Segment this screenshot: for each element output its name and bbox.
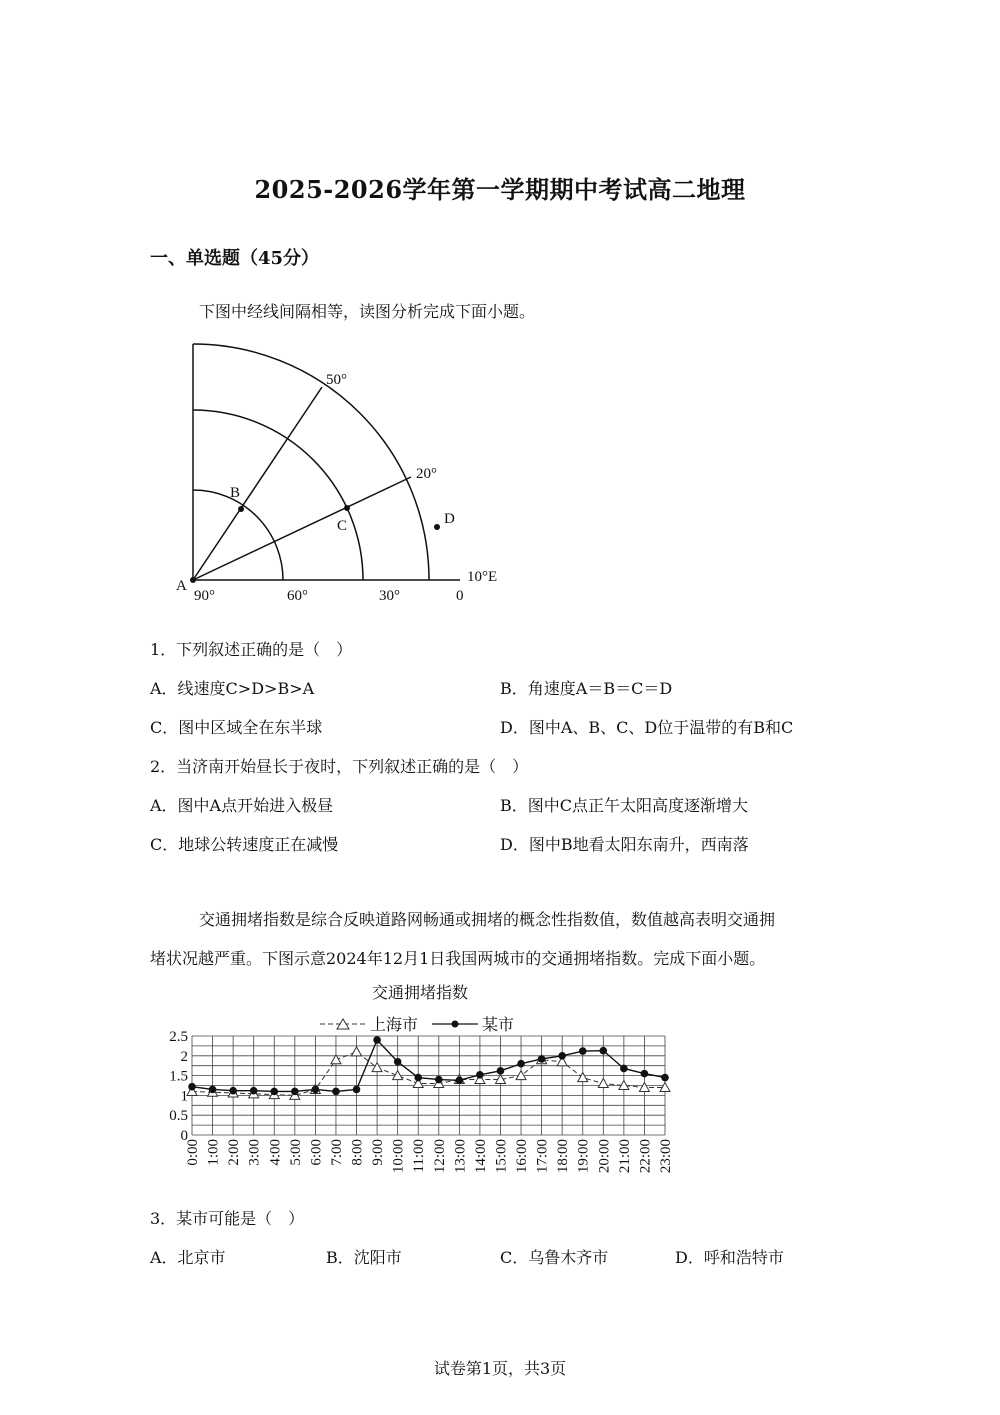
q1-stem: 1．下列叙述正确的是（ ）: [150, 640, 353, 659]
series-line-0: [192, 1052, 665, 1096]
x-tick-label: 4:00: [267, 1139, 284, 1166]
graticule-figure: [170, 335, 530, 610]
data-point-triangle: [660, 1082, 670, 1091]
data-point-triangle: [578, 1073, 588, 1082]
data-point-circle: [456, 1077, 464, 1085]
x-tick-label: 22:00: [637, 1139, 654, 1174]
q1-option-c: C．图中区域全在东半球: [150, 718, 323, 737]
page-footer: 试卷第1页，共3页: [433, 1359, 567, 1378]
label-60-deg: 60°: [287, 588, 308, 604]
y-tick-label: 2.5: [169, 1029, 188, 1045]
data-point-circle: [270, 1088, 278, 1096]
traffic-chart: [150, 978, 690, 1188]
x-tick-label: 23:00: [658, 1139, 674, 1174]
x-tick-label: 3:00: [246, 1139, 263, 1166]
q1-option-b: B．角速度A＝B＝C＝D: [500, 679, 673, 698]
legend-circle-icon: [452, 1021, 459, 1028]
data-point-circle: [332, 1088, 340, 1096]
q2-option-d: D．图中B地看太阳东南升，西南落: [500, 835, 749, 854]
x-tick-label: 8:00: [349, 1139, 366, 1166]
y-tick-label: 2: [180, 1048, 188, 1065]
x-tick-label: 1:00: [205, 1139, 222, 1166]
data-point-circle: [291, 1088, 299, 1096]
data-point-circle: [250, 1087, 258, 1095]
group2-intro-line2: 堵状况越严重。下图示意2024年12月1日我国两城市的交通拥堵指数。完成下面小题。: [150, 949, 766, 968]
x-tick-label: 13:00: [452, 1139, 469, 1174]
q1-option-a: A．线速度C>D>B>A: [150, 679, 315, 698]
q2-option-c: C．地球公转速度正在减慢: [150, 835, 339, 854]
data-point-circle: [414, 1074, 422, 1082]
data-point-circle: [558, 1052, 566, 1060]
parallel-30: [193, 410, 363, 580]
data-point-circle: [538, 1055, 546, 1063]
label-30-deg: 30°: [379, 588, 400, 604]
point-c: [344, 505, 350, 511]
data-point-circle: [620, 1065, 628, 1073]
data-point-circle: [579, 1047, 587, 1055]
x-tick-label: 18:00: [555, 1139, 572, 1174]
data-point-circle: [312, 1086, 320, 1094]
parallel-60: [193, 490, 283, 580]
q2-option-b: B．图中C点正午太阳高度逐渐增大: [500, 796, 749, 815]
q3-stem: 3．某市可能是（ ）: [150, 1209, 305, 1228]
label-50-deg: 50°: [326, 372, 347, 388]
q3-option-b: B．沈阳市: [326, 1248, 402, 1267]
point-b: [238, 506, 244, 512]
x-tick-label: 12:00: [431, 1139, 448, 1174]
x-tick-label: 15:00: [493, 1139, 510, 1174]
x-tick-label: 9:00: [370, 1139, 387, 1166]
y-tick-label: 1.5: [169, 1068, 188, 1085]
x-tick-label: 14:00: [472, 1139, 489, 1174]
label-90-deg: 90°: [194, 588, 215, 604]
q2-stem: 2．当济南开始昼长于夜时，下列叙述正确的是（ ）: [150, 757, 529, 776]
data-point-circle: [188, 1083, 196, 1091]
x-tick-label: 19:00: [575, 1139, 592, 1174]
data-point-circle: [517, 1060, 525, 1068]
data-point-circle: [353, 1086, 361, 1094]
y-tick-label: 0: [180, 1128, 188, 1144]
data-point-circle: [600, 1047, 608, 1055]
chart-title: 交通拥堵指数: [371, 985, 469, 1002]
data-point-circle: [661, 1074, 669, 1082]
group2-intro-line1: 交通拥堵指数是综合反映道路网畅通或拥堵的概念性指数值，数值越高表明交通拥: [199, 910, 776, 929]
data-point-triangle: [516, 1071, 526, 1080]
point-d: [434, 524, 440, 530]
legend-label-shanghai: 上海市: [370, 1017, 419, 1034]
x-tick-label: 2:00: [226, 1139, 243, 1166]
label-a: A: [176, 578, 187, 594]
label-b: B: [230, 485, 241, 501]
data-point-triangle: [372, 1063, 382, 1072]
q3-option-c: C．乌鲁木齐市: [500, 1248, 609, 1267]
chart-legend: [320, 1016, 514, 1034]
group1-intro: 下图中经线间隔相等，读图分析完成下面小题。: [199, 302, 536, 321]
section-heading: 一、单选题（45分）: [150, 248, 320, 269]
x-tick-label: 20:00: [596, 1139, 613, 1174]
x-tick-label: 0:00: [185, 1139, 201, 1166]
point-a: [190, 577, 196, 583]
data-point-triangle: [639, 1082, 649, 1091]
x-tick-label: 16:00: [514, 1139, 531, 1174]
data-point-circle: [476, 1071, 484, 1079]
meridian-50: [193, 387, 322, 580]
meridian-20: [193, 477, 411, 580]
data-point-circle: [209, 1086, 217, 1094]
legend-label-moushi: 某市: [482, 1017, 515, 1034]
data-point-circle: [435, 1076, 443, 1084]
data-point-triangle: [352, 1047, 362, 1056]
label-0: 0: [456, 588, 464, 604]
label-d: D: [444, 511, 455, 527]
data-point-circle: [394, 1058, 402, 1066]
x-tick-label: 10:00: [390, 1139, 407, 1174]
data-point-circle: [497, 1067, 505, 1075]
q1-option-d: D．图中A、B、C、D位于温带的有B和C: [500, 718, 794, 737]
label-c: C: [337, 518, 348, 534]
x-tick-label: 17:00: [534, 1139, 551, 1174]
label-10e-deg: 10°E: [467, 569, 498, 585]
x-tick-label: 6:00: [308, 1139, 325, 1166]
data-point-circle: [373, 1036, 381, 1044]
q2-option-a: A．图中A点开始进入极昼: [150, 796, 334, 815]
exam-title: 2025-2026学年第一学期期中考试高二地理: [254, 175, 746, 204]
x-tick-label: 21:00: [616, 1139, 633, 1174]
y-tick-label: 0.5: [169, 1108, 188, 1125]
data-point-circle: [229, 1087, 237, 1095]
data-point-triangle: [393, 1071, 403, 1080]
label-20-deg: 20°: [416, 466, 437, 482]
data-point-triangle: [598, 1079, 608, 1088]
q3-option-a: A．北京市: [150, 1248, 226, 1267]
parallel-0: [193, 344, 429, 580]
data-point-circle: [641, 1070, 649, 1078]
q3-option-d: D．呼和浩特市: [675, 1248, 784, 1267]
y-tick-label: 1: [180, 1088, 188, 1105]
x-tick-label: 11:00: [411, 1139, 428, 1173]
x-tick-label: 7:00: [328, 1139, 345, 1166]
x-tick-label: 5:00: [287, 1139, 304, 1166]
